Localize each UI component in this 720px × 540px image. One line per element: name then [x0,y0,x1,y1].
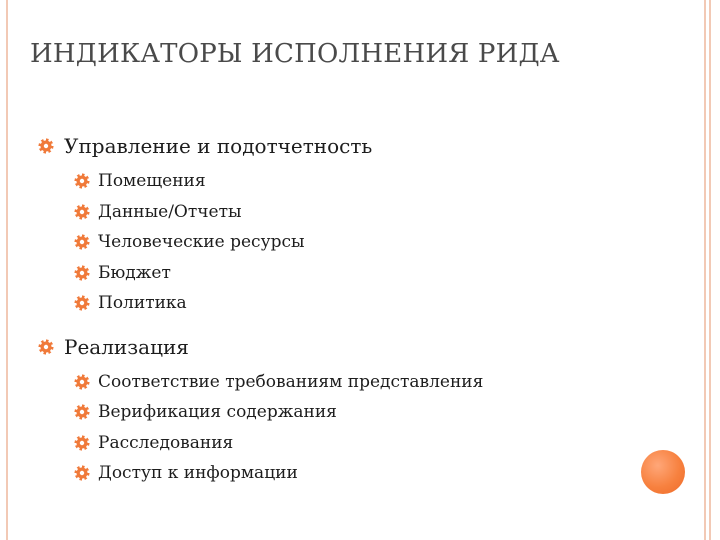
list-item-label: Расследования [98,432,234,453]
list-item [74,458,678,489]
sub-list [38,166,678,319]
gear-bullet-icon [74,435,90,451]
list-item-label: Помещения [98,171,206,191]
frame-line-right-inner [709,0,711,540]
frame-line-left [6,0,8,540]
list-item [74,428,678,459]
list-item [74,227,678,258]
section-heading-row [38,329,678,365]
orange-circle-decoration [641,450,685,494]
list-item-label: Верификация содержания [98,402,337,422]
gear-bullet-icon [74,204,90,220]
list-item [74,397,678,428]
gear-bullet-icon [74,173,90,189]
gear-bullet-icon [74,374,90,390]
frame-line-right-outer [704,0,706,540]
list-item-label: Доступ к информации [98,463,298,483]
list-item [74,197,678,228]
gear-bullet-icon [38,339,54,355]
slide-content [38,128,678,489]
gear-bullet-icon [74,265,90,281]
section-governance [38,128,678,319]
list-item-label: Данные/Отчеты [98,201,242,222]
gear-bullet-icon [74,234,90,250]
section-heading: Реализация [64,334,189,359]
gear-bullet-icon [74,465,90,481]
list-item [74,367,678,398]
list-item-label: Соответствие требованиям представления [98,371,484,392]
list-item [74,288,678,319]
gear-bullet-icon [38,138,54,154]
list-item-label: Политика [98,293,187,313]
list-item [74,166,678,197]
sub-list [38,367,678,489]
list-item-label: Бюджет [98,262,171,283]
gear-bullet-icon [74,404,90,420]
list-item [74,258,678,289]
section-heading-row [38,128,678,164]
gear-bullet-icon [74,295,90,311]
list-item-label: Человеческие ресурсы [98,232,305,252]
section-heading: Управление и подотчетность [64,134,373,158]
slide-title: ИНДИКАТОРЫ ИСПОЛНЕНИЯ РИДА [30,39,560,69]
section-implementation [38,329,678,489]
